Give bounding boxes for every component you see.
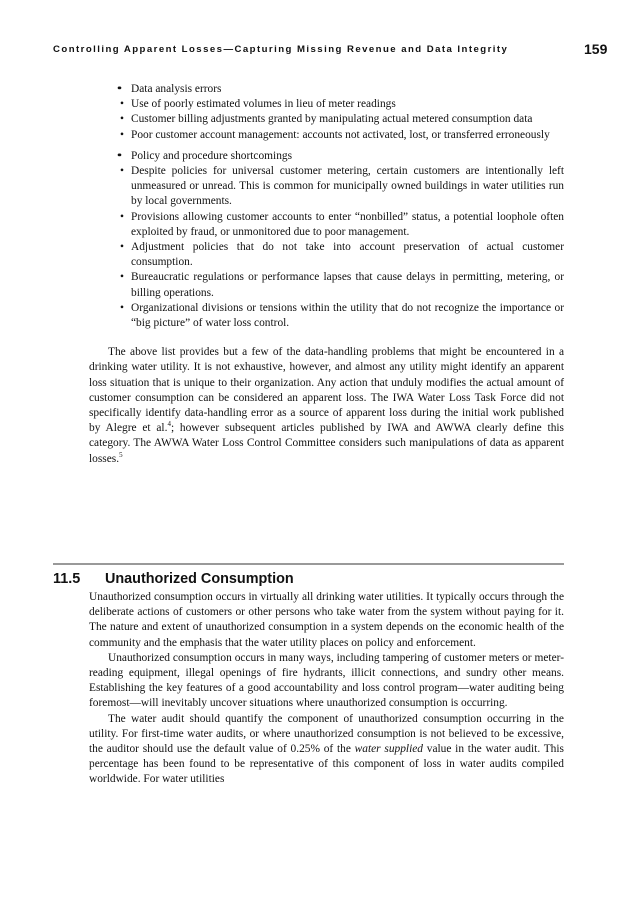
list-item [89,149,564,331]
paragraph-text: value in the water audit. This percentage has been found to be representative of this component of loss in water audits compiled worldwide. For water utilities [89,743,564,786]
list-item-text: Poor customer account management: accounts not activated, lost, or transferred erroneously [131,128,550,141]
page-number: 159 [584,41,608,57]
list-item [89,240,564,270]
bullet: • [120,98,124,111]
list-item [89,128,564,143]
list-item-text: Bureaucratic regulations or performance lapses that cause delays in permitting, metering, or billing operations. [131,271,564,299]
list-item [89,82,564,143]
section-body [89,590,564,788]
section-paragraph [89,712,564,788]
list-item-text: Adjustment policies that do not take into account preservation of actual customer consumption. [131,241,564,269]
list-item [89,210,564,240]
list-group-label: Data analysis errors [131,83,222,95]
list-item-text: Customer billing adjustments granted by manipulating actual metered consumption data [131,113,533,126]
bullet: • [120,113,124,126]
paragraph-text: The above list provides but a few of the data-handling problems that might be encountered in a drinking water utility. It is not exhaustive, however, and almost any utility might identify an apparent loss situation that is unique to their organization. Any action that unduly modifies the actual amount of customer consumption can be considered an apparent loss. The IWA Water Loss Task Force did not specifically identify data-handling error as a source of apparent loss during the initial work published by Alegre et al. [89,346,564,435]
main-content [89,82,564,467]
list-item [89,301,564,331]
citation-ref: 5 [119,450,123,459]
list-item [89,164,564,210]
list-item-text: Use of poorly estimated volumes in lieu of meter readings [131,98,396,111]
list-item [89,97,564,112]
sub-list [89,97,564,143]
list-group-heading [89,82,564,97]
bullet: • • [118,149,122,162]
bullet: • • [118,83,122,95]
section-heading [53,571,294,587]
bullet: • [120,301,124,314]
list-item [89,112,564,127]
bullet: • [120,271,124,284]
list-group-label: Policy and procedure shortcomings [131,149,293,162]
error-source-list [89,82,564,331]
sub-list [89,164,564,331]
paragraph-text: ; however subsequent articles published by IWA and AWWA clearly define this category. The AWWA Water Loss Control Committee considers such manipulations of data as apparent losses. [89,422,564,465]
section-paragraph: Unauthorized consumption occurs in virtually all drinking water utilities. It typically occurs through the deliberate actions of customers or other persons who take water from the system without paying for it. The nature and extent of unauthorized consumption in a system depends on the economic health of the community and the emphasis that the water utility places on policy and enforcement. [89,591,564,649]
bullet: • [120,210,124,223]
bullet: • [120,241,124,254]
section-paragraph: Unauthorized consumption occurs in many ways, including tampering of customer meters or meter-reading equipment, illegal openings of fire hydrants, illicit connections, and sundry other means. Establishing the key features of a good accountability and loss control program—water auditing being foremost—will inevitably uncover situations where unauthorized consumption is occurring. [89,651,564,710]
section-number: 11.5 [53,571,81,587]
emphasis-text: water supplied [354,743,423,756]
list-item-text: Provisions allowing customer accounts to enter “nonbilled” status, a potential loophole often exploited by fraud, or unmonitored due to poor management. [131,210,564,238]
citation-ref: 4 [167,420,171,429]
list-item-text: Organizational divisions or tensions within the utility that do not recognize the importance or “big picture” of water loss control. [131,301,564,330]
section-divider [53,563,564,565]
section-title: Unauthorized Consumption [105,571,294,587]
bullet: • [120,165,124,178]
list-item-text: Despite policies for universal customer metering, certain customers are intentionally left unmeasured or unread. This is common for municipally owned buildings in water utilities run by local governments. [131,165,564,208]
paragraph-text: The water audit should quantify the component of unauthorized consumption occurring in the utility. For first-time water audits, or where unauthorized consumption is not believed to be excessive, the auditor should use the default value of 0.25% of the [89,712,564,756]
intro-paragraph [89,345,564,467]
list-group-heading [89,149,564,164]
bullet: • [120,128,124,141]
running-head: Controlling Apparent Losses—Capturing Missing Revenue and Data Integrity [53,44,509,55]
list-item [89,270,564,300]
